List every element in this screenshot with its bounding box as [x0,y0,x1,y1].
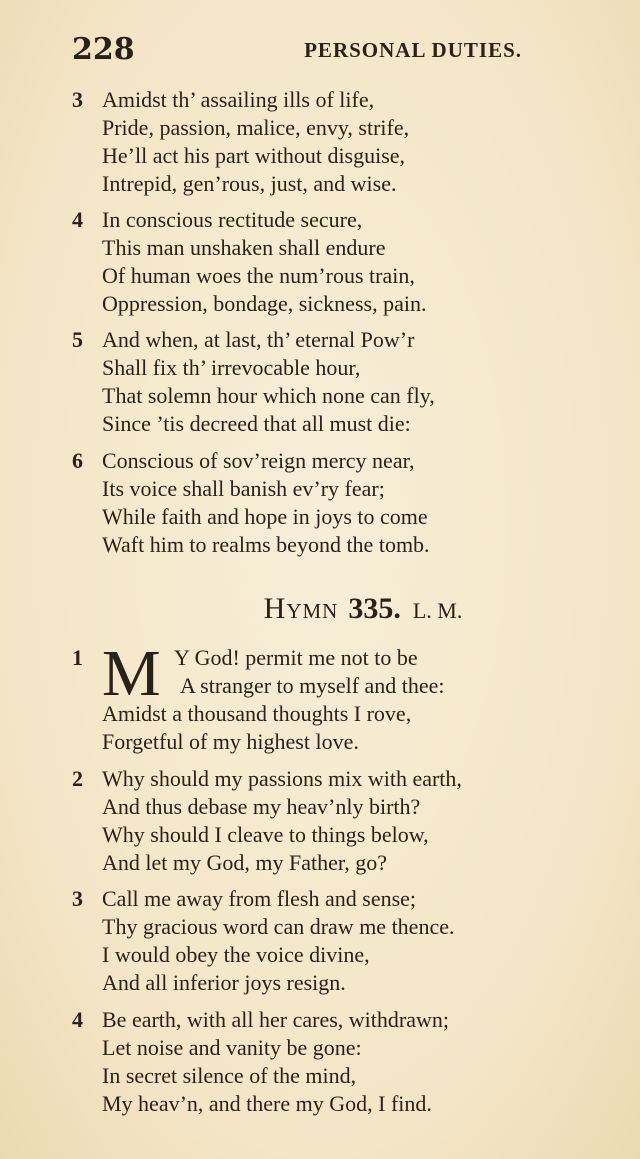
stanza-line: This man unshaken shall endure [102,235,386,260]
stanza-5-top [72,326,572,438]
drop-cap: M [102,637,161,710]
stanza-4-top [72,206,572,318]
stanza-number: 6 [72,448,83,473]
page-number: 228 [72,32,135,67]
page-header [72,32,522,72]
stanza-line: 1 Y God! permit me not to be [72,645,418,670]
stanza-2-hymn [72,765,572,877]
stanza-3-hymn [72,885,572,997]
hymn-meter: L. M. [412,598,463,623]
hymn-number: 335. [348,592,401,625]
stanza-line: Let noise and vanity be gone: [102,1035,362,1060]
stanza-1-hymn [72,637,572,756]
hymn-label: Hymn [263,592,339,625]
stanza-line: Of human woes the num’rous train, [102,263,415,288]
stanza-line: Shall fix th’ irrevocable hour, [102,355,361,380]
stanza-line: And all inferior joys resign. [102,970,346,995]
stanza-line: That solemn hour which none can fly, [102,383,435,408]
stanza-6-top [72,447,572,559]
stanza-line: Why should I cleave to things below, [102,822,429,847]
stanza-4-hymn [72,1006,572,1118]
stanza-line: My heav’n, and there my God, I find. [102,1091,432,1116]
stanza-line: Intrepid, gen’rous, just, and wise. [102,171,397,196]
stanza-number: 5 [72,327,83,352]
stanza-line: And let my God, my Father, go? [102,850,388,875]
stanza-line: 4 Be earth, with all her cares, withdrawn; [72,1007,449,1032]
stanza-line: I would obey the voice divine, [102,942,370,967]
stanza-line: Its voice shall banish ev’ry fear; [102,476,385,501]
stanza-line: 5 And when, at last, th’ eternal Pow’r [72,327,415,352]
stanza-3-top [72,86,572,198]
stanza-number: 4 [72,1007,83,1032]
stanza-line: 3 Amidst th’ assailing ills of life, [72,87,375,112]
stanza-line: And thus debase my heav’nly birth? [102,794,421,819]
stanza-number: 2 [72,766,83,791]
stanza-line: Waft him to realms beyond the tomb. [102,532,430,557]
stanza-line: 6 Conscious of sov’reign mercy near, [72,448,415,473]
stanza-line: While faith and hope in joys to come [102,504,428,529]
stanza-line: 3 Call me away from flesh and sense; [72,886,417,911]
stanza-line: 2 Why should my passions mix with earth, [72,766,462,791]
stanza-number: 4 [72,207,83,232]
stanza-number: 1 [72,645,83,670]
stanza-line: A stranger to myself and thee: [180,673,445,698]
stanza-line: He’ll act his part without disguise, [102,143,406,168]
stanza-line: Thy gracious word can draw me thence. [102,914,455,939]
stanza-line: In secret silence of the mind, [102,1063,357,1088]
stanza-number: 3 [72,87,83,112]
stanza-number: 3 [72,886,83,911]
stanza-line: Since ’tis decreed that all must die: [102,411,411,436]
stanza-line: Pride, passion, malice, envy, strife, [102,115,410,140]
stanza-line: Oppression, bondage, sickness, pain. [102,291,427,316]
stanza-line: 4 In conscious rectitude secure, [72,207,363,232]
stanza-line: Amidst a thousand thoughts I rove, [102,701,412,726]
running-head: PERSONAL DUTIES. [304,38,522,62]
stanza-line: Forgetful of my highest love. [102,729,359,754]
hymn-title [0,592,640,626]
